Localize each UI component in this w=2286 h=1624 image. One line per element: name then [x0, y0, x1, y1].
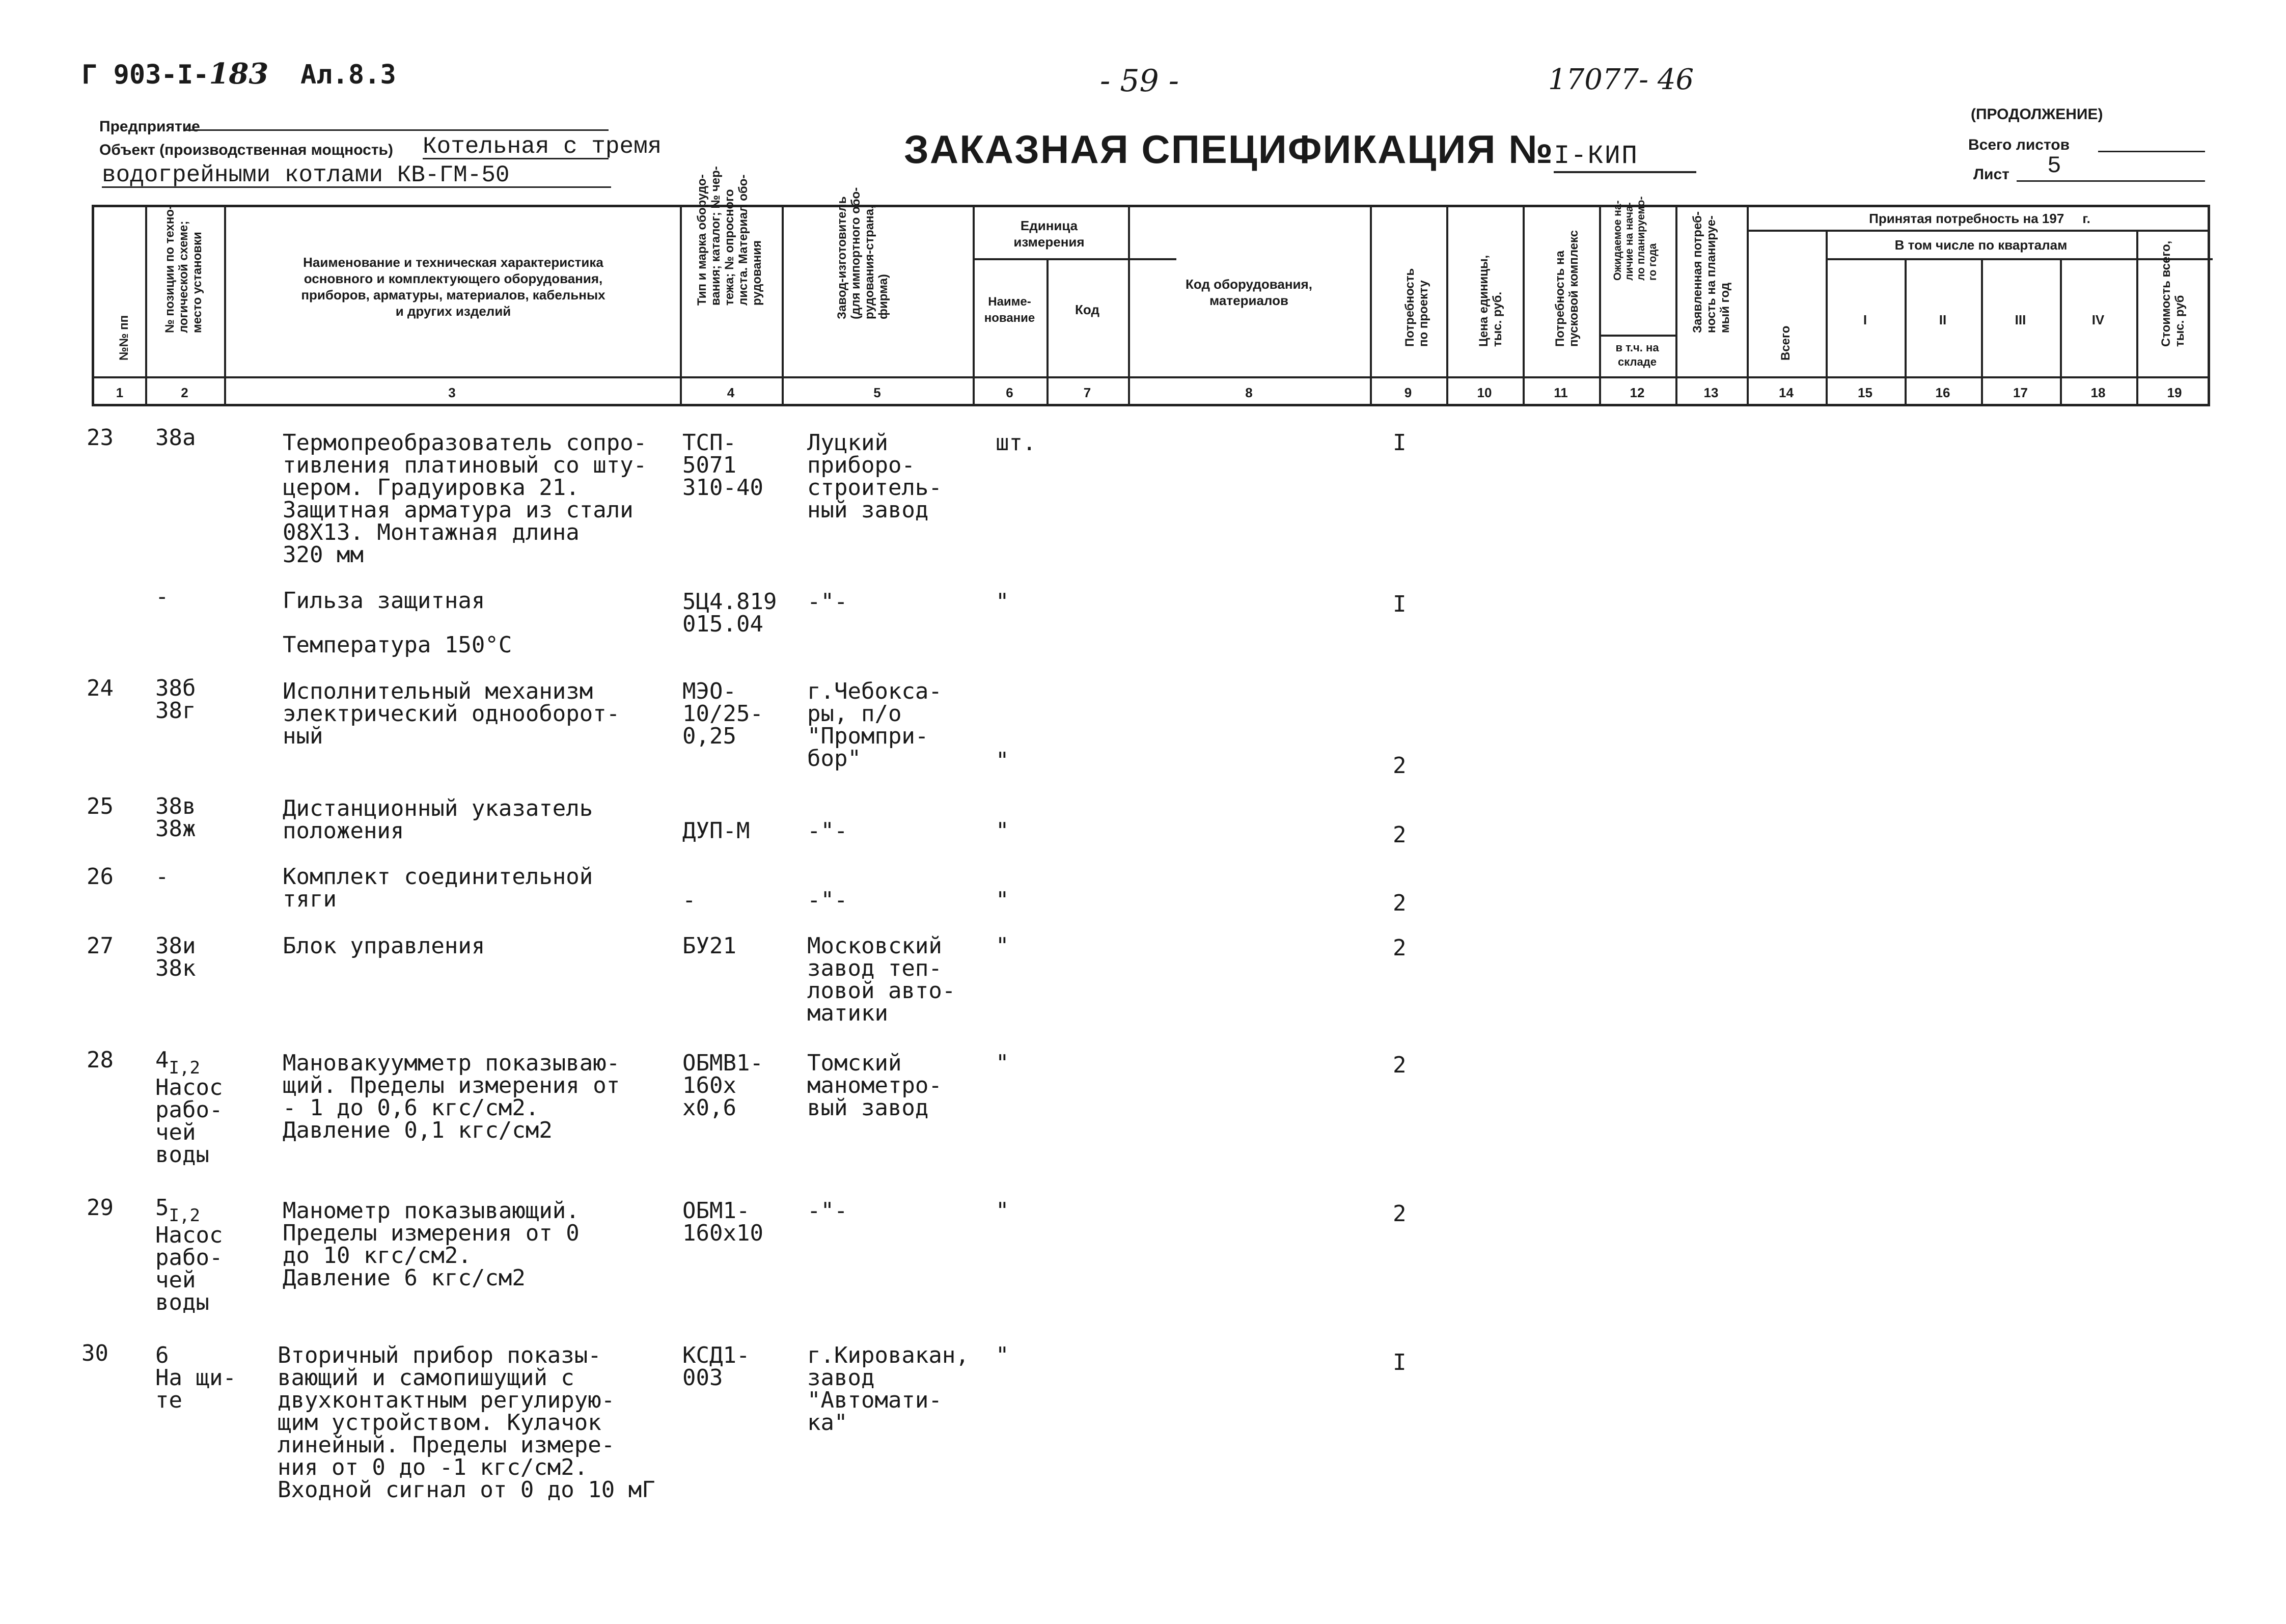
title-number: I-КИП [1554, 141, 1696, 173]
sheet-value: 5 [2047, 153, 2061, 179]
row-26-maker: -"- [807, 887, 848, 913]
col-line [224, 207, 226, 404]
row-26-qty: 2 [1393, 890, 1407, 916]
row-29-position-place: Насос рабо- чей воды [155, 1222, 223, 1315]
header-col18: IV [2091, 312, 2105, 327]
col-line [680, 207, 682, 404]
enterprise-label [99, 118, 200, 135]
header-col6: Наиме- нование [984, 295, 1035, 325]
row-24-number: 24 [87, 675, 114, 701]
col-line [1523, 207, 1525, 404]
row-29-number: 29 [87, 1195, 114, 1221]
object-line1 [423, 158, 609, 159]
doc-code-album: Ал.8.3 [300, 60, 396, 90]
header-col10-text: Цена единицы, тыс. руб. [1477, 255, 1504, 347]
total-sheets-line [2098, 151, 2205, 152]
row-23-qty: I [1393, 430, 1407, 456]
row-30-qty: I [1393, 1350, 1407, 1375]
col-line [1905, 258, 1907, 404]
header-col9-text: Потребность по проекту [1403, 268, 1430, 347]
row-28-unit: " [996, 1050, 1009, 1076]
header-col14-text: Всего [1779, 325, 1793, 361]
col-line [2060, 258, 2062, 404]
header-col1-text: №№ пп [117, 315, 131, 361]
col-line [1981, 258, 1983, 404]
row-28-name: Мановакуумметр показываю- щий. Пределы измерения от - 1 до 0,6 кгс/см2. Давление 0,1 кгс/см2 [283, 1050, 620, 1143]
colnum-13: 13 [1703, 385, 1719, 400]
row-25-number: 25 [87, 793, 114, 819]
enterprise-label-text: Предприятие [99, 118, 200, 135]
colnum-16: 16 [1935, 385, 1950, 400]
quarters-group-divider [1826, 258, 2213, 260]
row-27-name: Блок управления [283, 933, 485, 959]
object-line2 [102, 186, 611, 188]
row-27-number: 27 [87, 933, 114, 959]
object-label: Объект (производственная мощность) [99, 142, 393, 158]
row-29-maker: -"- [807, 1198, 848, 1224]
header-col17: III [2015, 312, 2026, 327]
row-27-maker: Московский завод теп- ловой авто- матики [807, 933, 956, 1026]
col-line [1599, 207, 1601, 404]
header-col12-bottom: в т.ч. на складе [1615, 341, 1659, 368]
row-sleeve-name: Гильза защитная [283, 588, 485, 614]
colnum-18: 18 [2090, 385, 2106, 400]
row-24-maker: г.Чебокса- ры, п/о "Промпри- бор" [807, 678, 942, 772]
colnum-2: 2 [181, 385, 188, 400]
row-23-unit: шт. [996, 430, 1036, 456]
row-24-unit: " [996, 748, 1009, 774]
row-28-position-main: 4 [155, 1047, 169, 1073]
row-27-position: 38и 38к [155, 933, 196, 981]
header-col4-text: Тип и марка оборудо- вания; каталог; № чер- тежа; № опросного листа. Материал обо- рудования [695, 166, 764, 306]
row-28-maker: Томский манометро- вый завод [807, 1050, 942, 1121]
row-24-type: МЭО- 10/25- 0,25 [682, 678, 763, 749]
row-29-name: Манометр показывающий. Пределы измерения от 0 до 10 кгс/см2. Давление 6 кгс/см2 [283, 1198, 580, 1291]
header-col13-text: Заявленная потреб- ность на планируе- мый год [1691, 211, 1732, 333]
page-number: - 59 - [1100, 63, 1179, 99]
total-sheets-label: Всего листов [1968, 136, 2070, 153]
row-25-position: 38в 38ж [155, 793, 196, 842]
header-col16: II [1939, 312, 1947, 327]
col-line [1446, 207, 1448, 404]
row-28-position-place: Насос рабо- чей воды [155, 1075, 223, 1168]
row-sleeve-unit: " [996, 589, 1009, 615]
object-value-line1: Котельная с тремя [423, 133, 662, 160]
row-23-type: ТСП- 5071 310-40 [682, 430, 763, 501]
row-24-position: 38б 38г [155, 675, 196, 724]
row-27-type: БУ21 [682, 933, 736, 959]
header-col19-text: Стоимость всего, тыс. руб [2159, 240, 2187, 347]
row-29-position-sub: I,2 [169, 1205, 200, 1226]
row-28-position-sub: I,2 [169, 1058, 200, 1078]
title-text: ЗАКАЗНАЯ СПЕЦИФИКАЦИЯ № [904, 127, 1554, 172]
row-24-name: Исполнительный механизм электрический однооборот- ный [283, 678, 620, 749]
col-line [145, 207, 147, 404]
row-28-type: ОБМВ1- 160х х0,6 [682, 1050, 763, 1121]
header-col2-text: № позиции по техно- логической схеме; место установки [163, 205, 204, 333]
col-line [782, 207, 784, 404]
row-23-position: 38а [155, 425, 196, 451]
row-26-type: - [682, 887, 696, 913]
header-col12-top-text: Ожидаемое на- личие на нача- ло планируемо- го года [1612, 196, 1659, 281]
row-25-unit: " [996, 818, 1009, 844]
row-26-position: - [155, 864, 169, 890]
row-28-number: 28 [87, 1047, 114, 1073]
colnum-17: 17 [2013, 385, 2028, 400]
unit-group-divider [973, 258, 1176, 260]
row-30-position: 6 На щи- те [155, 1342, 236, 1413]
row-29-position-main: 5 [155, 1195, 169, 1221]
col-line [1370, 207, 1372, 404]
colnum-12: 12 [1630, 385, 1645, 400]
sheet-label: Лист [1973, 166, 2009, 183]
header-col11-text: Потребность на пусковой комплекс [1553, 230, 1581, 347]
document-code [81, 57, 396, 91]
col-line [1747, 207, 1749, 404]
row-29-qty: 2 [1393, 1201, 1407, 1227]
colnum-15: 15 [1858, 385, 1872, 400]
row-27-qty: 2 [1393, 935, 1407, 961]
colnum-10: 10 [1477, 385, 1492, 400]
col-line [1046, 258, 1049, 404]
header-col3: Наименование и техническая характеристика основного и комплектующего оборудования, приборов, арматуры, материалов, кабельных и других изделий [301, 255, 605, 319]
sheet-line [2017, 180, 2205, 182]
row-25-qty: 2 [1393, 822, 1407, 848]
row-25-name: Дистанционный указатель положения [283, 795, 593, 844]
colnum-4: 4 [727, 385, 735, 400]
header-col7: Код [1075, 302, 1099, 317]
row-30-maker: г.Кировакан, завод "Автомати- ка" [807, 1342, 969, 1436]
row-sleeve-qty: I [1393, 591, 1407, 617]
registration-number: 17077- 46 [1548, 63, 1694, 96]
colnum-9: 9 [1404, 385, 1412, 400]
row-26-unit: " [996, 887, 1009, 913]
header-col15: I [1863, 312, 1867, 327]
row-sleeve-type: 5Ц4.819 015.04 [682, 589, 777, 637]
row-29-unit: " [996, 1198, 1009, 1224]
colnum-7: 7 [1083, 385, 1091, 400]
row-23-name: Термопреобразователь сопро- тивления платиновый со шту- цером. Градуировка 21. Защитная арматура из стали 08Х13. Монтажная длина 320 мм [283, 430, 647, 568]
colnum-14: 14 [1779, 385, 1794, 400]
row-25-type: ДУП-М [682, 818, 750, 844]
doc-code-number: 183 [209, 57, 269, 91]
colnum-5: 5 [873, 385, 881, 400]
row-30-type: КСД1- 003 [682, 1342, 750, 1391]
row-24-qty: 2 [1393, 753, 1407, 779]
row-30-unit: " [996, 1342, 1009, 1368]
header-unit-group: Единица измерения [1013, 218, 1085, 250]
row-sleeve-maker: -"- [807, 589, 848, 615]
continuation-label: (ПРОДОЛЖЕНИЕ) [1971, 106, 2103, 123]
page-title [904, 126, 1696, 173]
col12-divider [1599, 335, 1675, 337]
row-26-name: Комплект соединительной тяги [283, 864, 593, 912]
row-27-unit: " [996, 933, 1009, 959]
colnum-11: 11 [1554, 385, 1568, 400]
colnum-6: 6 [1006, 385, 1013, 400]
row-sleeve-temperature: Температура 150°С [283, 632, 512, 658]
row-29-type: ОБМ1- 160х10 [682, 1198, 763, 1246]
header-quarters-group: В том числе по кварталам [1894, 237, 2068, 253]
colnum-8: 8 [1245, 385, 1253, 400]
object-value-line2: водогрейными котлами КВ-ГМ-50 [102, 162, 510, 188]
enterprise-line [186, 129, 609, 131]
colnum-19: 19 [2167, 385, 2182, 400]
row-25-maker: -"- [807, 818, 848, 844]
header-accepted-group: Принятая потребность на 197 г. [1869, 211, 2090, 226]
row-30-name: Вторичный прибор показы- вающий и самопишущий с двухконтактным регулирую- щим устройством. Кулачок линейный. Пределы измере- ния от 0 до -1 кгс/см2. Входной сигнал от 0 до 10 мГ [278, 1342, 655, 1503]
row-26-number: 26 [87, 864, 114, 890]
header-col8: Код оборудования, материалов [1186, 277, 1312, 308]
col-line [2136, 230, 2138, 404]
row-28-qty: 2 [1393, 1052, 1407, 1078]
row-23-maker: Луцкий приборо- строитель- ный завод [807, 430, 942, 523]
doc-code-prefix: Г 903-I- [81, 60, 209, 90]
row-sleeve-position: - [155, 584, 169, 610]
row-23-number: 23 [87, 425, 114, 451]
colnum-3: 3 [448, 385, 456, 400]
colnum-1: 1 [116, 385, 124, 400]
col-line [1675, 207, 1677, 404]
header-col5-text: Завод-изготовитель (для импортного обо- рудования-страна, фирма) [835, 187, 890, 319]
row-30-number: 30 [81, 1340, 108, 1366]
header-numbers-divider [94, 376, 2208, 378]
accepted-group-divider [1747, 230, 2208, 232]
